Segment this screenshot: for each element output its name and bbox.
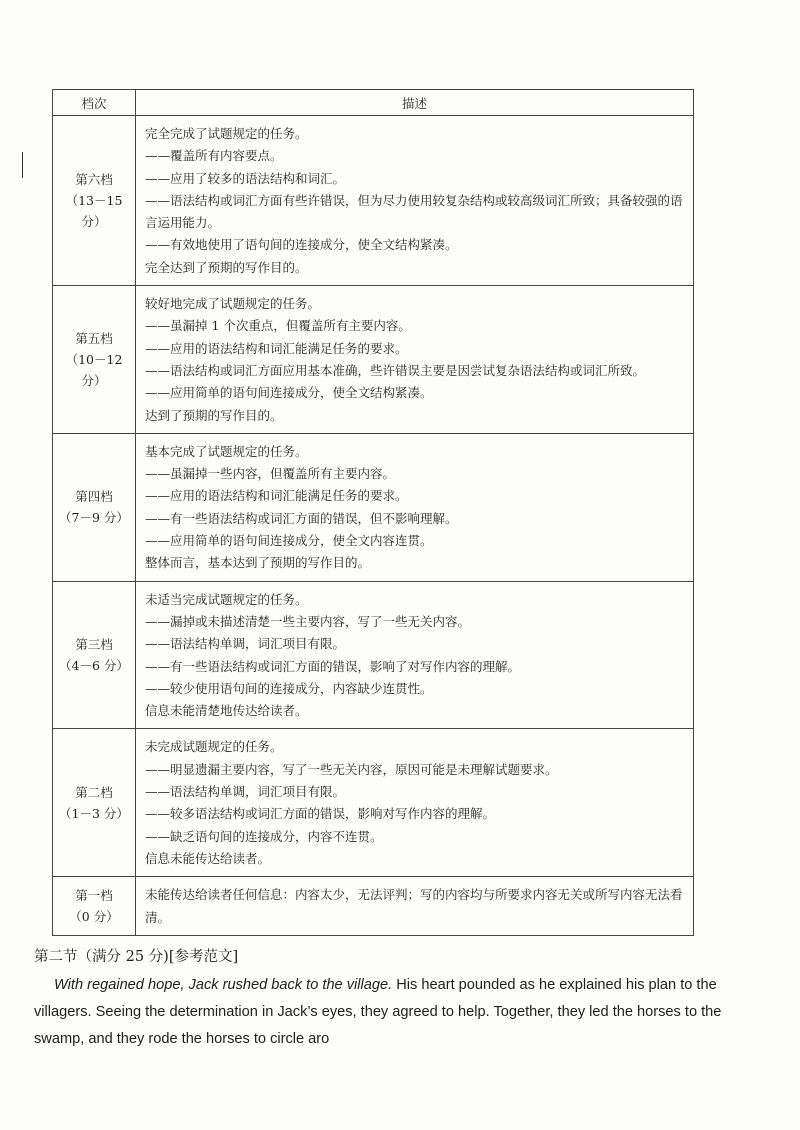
rubric-row bbox=[53, 729, 694, 877]
header-description: 描述 bbox=[136, 90, 694, 116]
description-cell bbox=[136, 433, 694, 581]
model-essay bbox=[34, 972, 764, 1053]
score-range: （13－15 分） bbox=[65, 193, 123, 230]
score-range: （1－3 分） bbox=[59, 805, 129, 821]
criterion-line: ——虽漏掉一些内容，但覆盖所有主要内容。 bbox=[145, 466, 396, 482]
rubric-row bbox=[53, 433, 694, 581]
level-name: 第五档 bbox=[75, 330, 113, 346]
criterion-line: ——应用的语法结构和词汇能满足任务的要求。 bbox=[145, 340, 408, 356]
description-cell bbox=[136, 581, 694, 729]
description-cell bbox=[136, 877, 694, 936]
essay-opening-sentence: With regained hope, Jack rushed back to the village. bbox=[54, 977, 393, 993]
criterion-line: ——较少使用语句间的连接成分，内容缺少连贯性。 bbox=[145, 680, 433, 696]
criterion-line: 信息未能清楚地传达给读者。 bbox=[145, 703, 308, 719]
criterion-line: ——语法结构单调，词汇项目有限。 bbox=[145, 784, 346, 800]
criterion-line: 未完成试题规定的任务。 bbox=[145, 739, 283, 755]
level-cell bbox=[53, 877, 136, 936]
rubric-body bbox=[53, 116, 694, 936]
level-name: 第二档 bbox=[75, 784, 113, 800]
criterion-line: ——有一些语法结构或词汇方面的错误，影响了对写作内容的理解。 bbox=[145, 658, 521, 674]
level-cell bbox=[53, 581, 136, 729]
section-two bbox=[34, 946, 764, 1053]
criterion-line: ——语法结构单调，词汇项目有限。 bbox=[145, 636, 346, 652]
level-cell bbox=[53, 433, 136, 581]
criterion-line: ——应用简单的语句间连接成分，使全文结构紧凑。 bbox=[145, 385, 433, 401]
criterion-line: ——明显遗漏主要内容，写了一些无关内容，原因可能是未理解试题要求。 bbox=[145, 761, 558, 777]
criterion-line: 未能传达给读者任何信息：内容太少，无法评判；写的内容均与所要求内容无关或所写内容无法看清。 bbox=[145, 887, 683, 925]
criterion-line: ——语法结构或词汇方面应用基本准确，些许错误主要是因尝试复杂语法结构或词汇所致。 bbox=[145, 362, 646, 378]
section-two-title: 第二节（满分 25 分)[参考范文] bbox=[34, 949, 239, 965]
criterion-line: 整体而言，基本达到了预期的写作目的。 bbox=[145, 555, 371, 571]
score-range: （4－6 分） bbox=[59, 658, 129, 674]
criterion-line: ——有效地使用了语句间的连接成分，使全文结构紧凑。 bbox=[145, 237, 458, 253]
criterion-line: ——覆盖所有内容要点。 bbox=[145, 148, 283, 164]
criterion-line: 基本完成了试题规定的任务。 bbox=[145, 443, 308, 459]
rubric-row bbox=[53, 286, 694, 434]
criterion-line: 完全达到了预期的写作目的。 bbox=[145, 259, 308, 275]
margin-mark bbox=[22, 152, 23, 178]
criterion-line: ——较多语法结构或词汇方面的错误，影响对写作内容的理解。 bbox=[145, 806, 496, 822]
criterion-line: ——应用了较多的语法结构和词汇。 bbox=[145, 170, 346, 186]
level-cell bbox=[53, 286, 136, 434]
criterion-line: 信息未能传达给读者。 bbox=[145, 850, 271, 866]
description-cell bbox=[136, 116, 694, 286]
criterion-line: 未适当完成试题规定的任务。 bbox=[145, 591, 308, 607]
criterion-line: 达到了预期的写作目的。 bbox=[145, 407, 283, 423]
level-cell bbox=[53, 116, 136, 286]
description-cell bbox=[136, 729, 694, 877]
level-cell bbox=[53, 729, 136, 877]
criterion-line: ——语法结构或词汇方面有些许错误，但为尽力使用较复杂结构或较高级词汇所致；具备较强的语言运用能力。 bbox=[145, 192, 683, 231]
table-header-row bbox=[53, 90, 694, 116]
criterion-line: ——应用简单的语句间连接成分，使全文内容连贯。 bbox=[145, 533, 433, 549]
rubric-row bbox=[53, 877, 694, 936]
score-range: （0 分） bbox=[69, 909, 119, 924]
level-name: 第六档 bbox=[75, 172, 113, 188]
criterion-line: ——漏掉或未描述清楚一些主要内容，写了一些无关内容。 bbox=[145, 613, 471, 629]
level-name: 第四档 bbox=[75, 489, 113, 505]
criterion-line: 完全完成了试题规定的任务。 bbox=[145, 126, 308, 141]
score-range: （10－12 分） bbox=[65, 351, 123, 388]
criterion-line: ——应用的语法结构和词汇能满足任务的要求。 bbox=[145, 488, 408, 504]
rubric-row bbox=[53, 116, 694, 286]
description-cell bbox=[136, 286, 694, 434]
level-name: 第一档 bbox=[75, 888, 113, 903]
rubric-row bbox=[53, 581, 694, 729]
criterion-line: ——虽漏掉 1 个次重点，但覆盖所有主要内容。 bbox=[145, 318, 411, 334]
criterion-line: ——有一些语法结构或词汇方面的错误，但不影响理解。 bbox=[145, 510, 458, 526]
score-range: （7－9 分） bbox=[59, 510, 129, 526]
essay-body: His heart pounded as he explained his plan to the villagers. Seeing the determination in Jack’s eyes, they agreed to help. Together, they led the horses to the swamp, and they rode the horses to circle aro bbox=[34, 977, 722, 1047]
criterion-line: 较好地完成了试题规定的任务。 bbox=[145, 296, 321, 312]
level-name: 第三档 bbox=[75, 637, 113, 653]
scoring-rubric-table bbox=[52, 89, 694, 936]
criterion-line: ——缺乏语句间的连接成分，内容不连贯。 bbox=[145, 828, 383, 844]
header-level: 档次 bbox=[53, 90, 136, 116]
